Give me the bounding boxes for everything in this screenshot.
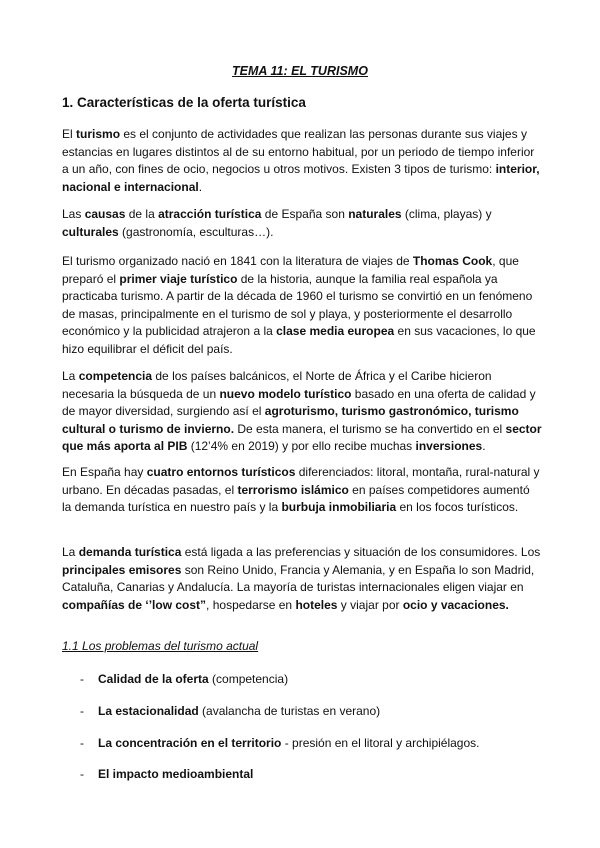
- bold-run: cuatro entornos turísticos: [146, 465, 296, 479]
- text-run: son Reino Unido, Francia y Alemania, y en España lo son Madrid, Cataluña, Canarias y Andalucía. La mayoría de turistas internacionales eligen viajar en: [62, 562, 535, 594]
- bold-run: nuevo modelo turístico: [219, 386, 352, 401]
- text-run: En España hay: [62, 465, 147, 479]
- paragraph-definition: [62, 126, 542, 196]
- bold-run: hoteles: [295, 597, 338, 612]
- text-run: Las: [62, 207, 85, 221]
- list-dash: -: [80, 736, 84, 750]
- text-run: De esta manera, el turismo se ha convertido en el: [234, 421, 506, 436]
- subsection-heading: 1.1 Los problemas del turismo actual: [62, 639, 259, 653]
- bold-run: culturales: [62, 224, 119, 239]
- text-run: es el conjunto de actividades que realizan las personas durante sus viajes y estancias en lugares distintos al de su entorno habitual, por un periodo de tiempo inferior a un año, con fines de ocio, negocios u otros motivos. Existen 3 tipos de turismo:: [62, 127, 535, 176]
- text-run: , hospedarse en: [206, 597, 296, 612]
- text-run: en sus vacaciones, lo que hizo equilibrar el déficit del país.: [62, 324, 536, 356]
- list-item: [80, 736, 479, 750]
- list-item: [80, 672, 288, 686]
- bold-run: sector que más aporta al PIB: [62, 421, 542, 453]
- text-run: de la: [125, 207, 159, 221]
- bold-run: naturales: [348, 207, 402, 221]
- list-item-text: - presión en el litoral y archipiélagos.: [281, 736, 480, 750]
- list-item: [80, 767, 253, 781]
- text-run: está ligada a las preferencias y situación de los consumidores. Los: [181, 545, 541, 559]
- text-run: .: [482, 439, 486, 453]
- bold-run: principales emisores: [62, 562, 182, 577]
- bold-run: agroturismo, turismo gastronómico, turismo cultural o turismo de invierno.: [62, 404, 519, 436]
- bold-run: causas: [84, 207, 126, 221]
- paragraph-demand: [62, 544, 542, 614]
- text-run: La: [62, 369, 79, 383]
- text-run: basado en una oferta de calidad y de mayor diversidad, surgiendo así el: [62, 386, 536, 418]
- list-item-bold: La concentración en el territorio: [98, 736, 282, 750]
- list-item: [80, 704, 380, 718]
- bold-run: competencia: [78, 369, 153, 383]
- list-item-bold: La estacionalidad: [98, 704, 199, 718]
- paragraph-history: [62, 253, 542, 358]
- bold-run: ocio y vacaciones.: [402, 597, 509, 612]
- text-run: diferenciados: litoral, montaña, rural-natural y urbano. En décadas pasadas, el: [62, 465, 540, 497]
- paragraph-competition: [62, 368, 542, 456]
- text-run: .: [198, 179, 203, 194]
- text-run: (12’4% en 2019) y por ello recibe muchas: [187, 439, 416, 453]
- bold-run: clase media europea: [276, 324, 395, 338]
- text-run: (gastronomía, esculturas…).: [118, 224, 274, 239]
- text-run: de la historia, aunque la familia real española ya practicaba turismo. A partir de la década de 1960 el turismo se convirtió en un fenómeno de masas, principalmente en el turismo de sol y playa, y posteriormente el desarrollo económico y la publicidad atrajeron a la: [62, 271, 533, 338]
- list-item-text: (avalancha de turistas en verano): [198, 704, 381, 718]
- text-run: de España son: [261, 207, 349, 221]
- bold-run: burbuja inmobiliaria: [281, 500, 397, 514]
- list-dash: -: [80, 672, 84, 686]
- text-run: El turismo organizado nació en 1841 con la literatura de viajes de: [62, 254, 413, 268]
- bold-run: primer viaje turístico: [119, 271, 238, 286]
- list-dash: -: [80, 704, 84, 718]
- document-title: TEMA 11: EL TURISMO: [232, 64, 368, 78]
- text-run: de los países balcánicos, el Norte de África y el Caribe hicieron necesaria la búsqueda de un: [62, 369, 492, 401]
- list-dash: -: [80, 767, 84, 781]
- bold-run: inversiones: [415, 439, 483, 453]
- text-run: , que preparó el: [62, 254, 519, 286]
- bold-run: terrorismo islámico: [237, 482, 349, 497]
- list-item-bold: El impacto medioambiental: [98, 767, 254, 781]
- list-item-text: (competencia): [208, 672, 289, 686]
- bold-run: turismo: [76, 127, 121, 141]
- text-run: (clima, playas) y: [401, 207, 492, 221]
- section-heading: 1. Características de la oferta turística: [62, 95, 306, 110]
- bold-run: Thomas Cook: [412, 254, 493, 268]
- text-run: La: [62, 545, 79, 559]
- bold-run: interior, nacional e internacional: [62, 162, 540, 194]
- bold-run: atracción turística: [158, 207, 262, 221]
- text-run: en los focos turísticos.: [396, 500, 519, 514]
- bold-run: demanda turística: [78, 545, 182, 559]
- text-run: El: [62, 127, 77, 141]
- list-item-bold: Calidad de la oferta: [98, 672, 209, 686]
- text-run: y viajar por: [337, 597, 403, 612]
- paragraph-environments: [62, 464, 542, 517]
- paragraph-causes: [62, 206, 542, 241]
- bold-run: compañías de ‘’low cost”: [62, 597, 207, 612]
- text-run: en países competidores aumentó la demanda turística en nuestro país y la: [62, 482, 530, 514]
